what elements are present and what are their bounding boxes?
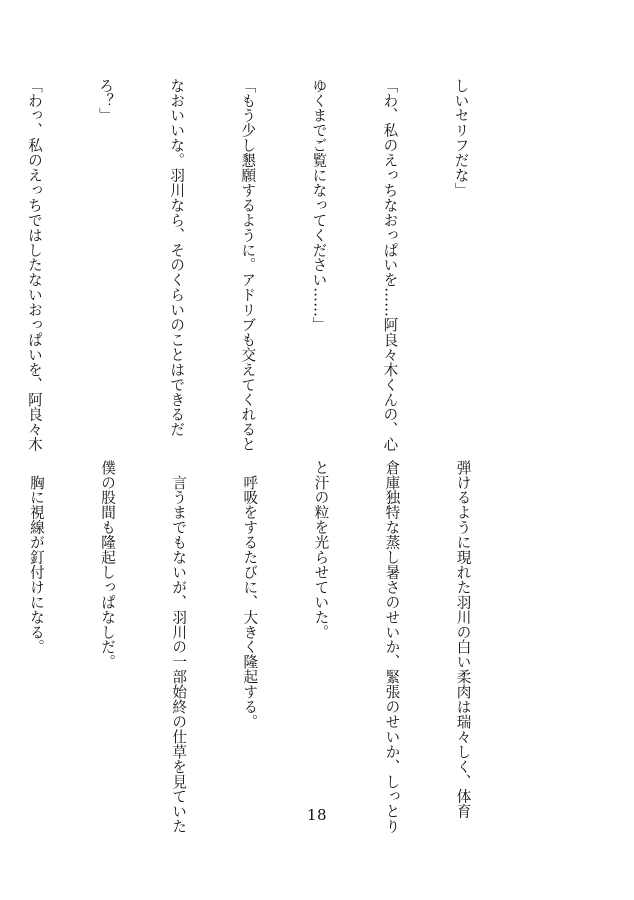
text-line: しいセリフだな」	[452, 78, 470, 198]
text-line: 倉庫独特な蒸し暑さのせいか、緊張のせいか、しっとり	[383, 460, 401, 834]
text-line: 「もう少し懇願するように。アドリブも交えてくれると	[239, 78, 257, 452]
text-line: 弾けるように現れた羽川の白い柔肉は瑞々しく、体育	[454, 460, 472, 819]
text-line: ろ？」	[97, 78, 115, 123]
text-block-top	[0, 78, 520, 452]
text-line: なおいいな。羽川なら、そのくらいのことはできるだ	[168, 78, 186, 437]
text-line: と汗の粒を光らせていた。	[312, 460, 330, 640]
text-line: 僕の股間も隆起しっぱなしだ。	[99, 460, 117, 670]
page-number: 18	[306, 806, 328, 824]
text-line: 「わっ、私のえっちではしたないおっぱいを、阿良々木	[25, 78, 43, 452]
text-line: 呼吸をするたびに、大きく隆起する。	[241, 460, 259, 730]
text-line: 言うまでもないが、羽川の一部始終の仕草を見ていた	[170, 460, 188, 834]
text-line: ゆくまでご覧になってください……」	[310, 78, 328, 333]
text-block-bottom	[0, 460, 522, 834]
text-line: 「わ、私のえっちなおっぱいを……阿良々木くんの、心	[381, 78, 399, 452]
text-line: 胸に視線が釘付けになる。	[27, 460, 45, 655]
